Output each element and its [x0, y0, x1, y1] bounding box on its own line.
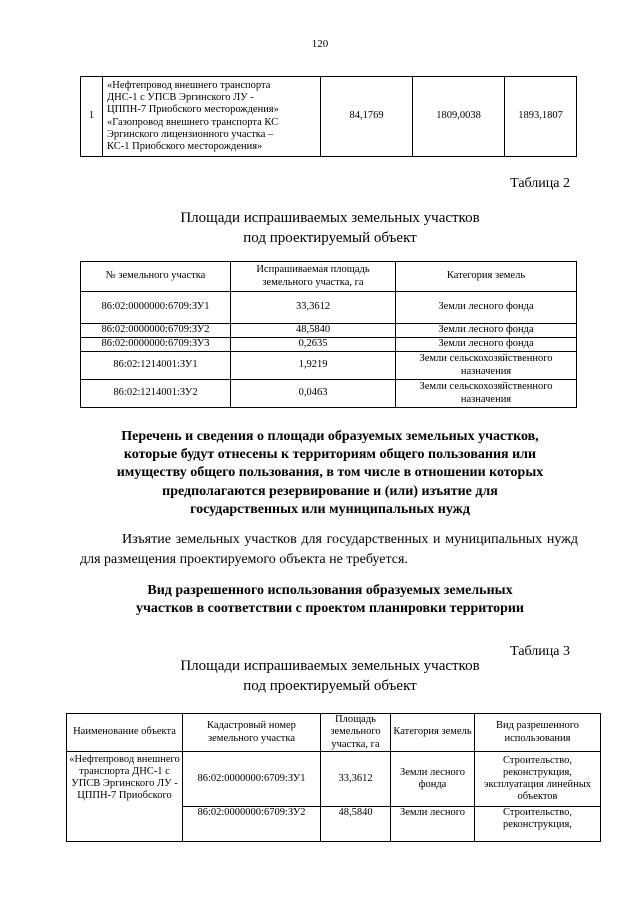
- name-line: КС-1 Приобского месторождения»: [107, 140, 263, 152]
- name-line: ДНС-1 с УПСВ Эргинского ЛУ -: [107, 92, 254, 104]
- section-1-title: [0, 428, 640, 519]
- land-category: Земли сельскохозяйственного назначения: [396, 380, 577, 408]
- area-value: 1,9219: [231, 352, 396, 380]
- cadastral-number: 86:02:0000000:6709:ЗУ2: [183, 807, 321, 842]
- table-row: [81, 292, 577, 324]
- table-header-row: [67, 714, 601, 752]
- section-1-paragraph: Изъятие земельных участков для государственных и муниципальных нужд для размещения проектируемого объекта не требуется.: [80, 532, 578, 568]
- title-line: Площади испрашиваемых земельных участков: [180, 658, 480, 674]
- area-value: 0,0463: [231, 380, 396, 408]
- title-line: государственных или муниципальных нужд: [190, 501, 470, 517]
- permitted-use: Строительство, реконструкция,: [475, 807, 601, 842]
- column-header: Кадастровый номер земельного участка: [183, 714, 321, 752]
- cadastral-number: 86:02:0000000:6709:ЗУ1: [81, 292, 231, 324]
- table-row: [81, 77, 577, 157]
- cadastral-number: 86:02:1214001:ЗУ2: [81, 380, 231, 408]
- cadastral-number: 86:02:0000000:6709:ЗУ1: [183, 752, 321, 807]
- table-2-title: [0, 209, 640, 248]
- table-row: [81, 352, 577, 380]
- name-line: «Газопровод внешнего транспорта КС: [107, 116, 279, 128]
- table-1: [80, 76, 577, 157]
- title-line: под проектируемый объект: [243, 229, 417, 246]
- object-name: «Нефтепровод внешнего транспорта ДНС-1 с УПСВ Эргинского ЛУ - ЦППН-7 Приобского: [67, 752, 183, 842]
- table-3: [66, 713, 601, 842]
- column-header: Наименование объекта: [67, 714, 183, 752]
- value-cell: 1893,1807: [505, 77, 577, 157]
- table-row: [81, 324, 577, 338]
- table-row: [67, 752, 601, 807]
- area-value: 48,5840: [231, 324, 396, 338]
- land-category: Земли лесного фонда: [391, 752, 475, 807]
- column-header: Вид разрешенного использования: [475, 714, 601, 752]
- area-value: 33,3612: [321, 752, 391, 807]
- title-line: Вид разрешенного использования образуемых земельных: [147, 583, 513, 598]
- table-2: [80, 261, 577, 408]
- permitted-use: Строительство, реконструкция, эксплуатация линейных объектов: [475, 752, 601, 807]
- column-header: Площадь земельного участка, га: [321, 714, 391, 752]
- page-number: 120: [311, 38, 329, 50]
- land-category: Земли лесного: [391, 807, 475, 842]
- area-value: 33,3612: [231, 292, 396, 324]
- column-header: Испрашиваемая площадь земельного участка, га: [231, 262, 396, 292]
- cadastral-number: 86:02:0000000:6709:ЗУ2: [81, 324, 231, 338]
- title-line: имуществу общего пользования, в том числе в отношении которых: [116, 465, 544, 481]
- column-header: Категория земель: [391, 714, 475, 752]
- area-value: 0,2635: [231, 338, 396, 352]
- table-row: [81, 380, 577, 408]
- land-category: Земли лесного фонда: [396, 324, 577, 338]
- section-2-title: [0, 582, 640, 618]
- name-line: «Нефтепровод внешнего транспорта: [107, 80, 271, 92]
- table-header-row: [81, 262, 577, 292]
- value-cell: 1809,0038: [413, 77, 505, 157]
- row-number: 1: [81, 77, 103, 157]
- title-line: под проектируемый объект: [243, 677, 417, 694]
- column-header: Категория земель: [396, 262, 577, 292]
- name-line: ЦППН-7 Приобского месторождения»: [107, 104, 279, 116]
- title-line: Площади испрашиваемых земельных участков: [180, 210, 480, 226]
- table-2-label: Таблица 2: [510, 176, 570, 191]
- cadastral-number: 86:02:0000000:6709:ЗУ3: [81, 338, 231, 352]
- title-line: Перечень и сведения о площади образуемых земельных участков,: [121, 429, 539, 444]
- table-3-label: Таблица 3: [510, 644, 570, 659]
- land-category: Земли сельскохозяйственного назначения: [396, 352, 577, 380]
- column-header: № земельного участка: [81, 262, 231, 292]
- title-line: предполагаются резервирование и (или) изъятие для: [162, 483, 498, 499]
- area-value: 48,5840: [321, 807, 391, 842]
- land-category: Земли лесного фонда: [396, 292, 577, 324]
- table-row: [81, 338, 577, 352]
- cadastral-number: 86:02:1214001:ЗУ1: [81, 352, 231, 380]
- title-line: участков в соответствии с проектом планировки территории: [136, 601, 524, 617]
- table-3-title: [0, 657, 640, 696]
- object-name-cell: [103, 77, 321, 157]
- title-line: которые будут отнесены к территориям общего пользования или: [123, 447, 537, 463]
- name-line: Эргинского лицензионного участка –: [107, 128, 274, 140]
- land-category: Земли лесного фонда: [396, 338, 577, 352]
- value-cell: 84,1769: [321, 77, 413, 157]
